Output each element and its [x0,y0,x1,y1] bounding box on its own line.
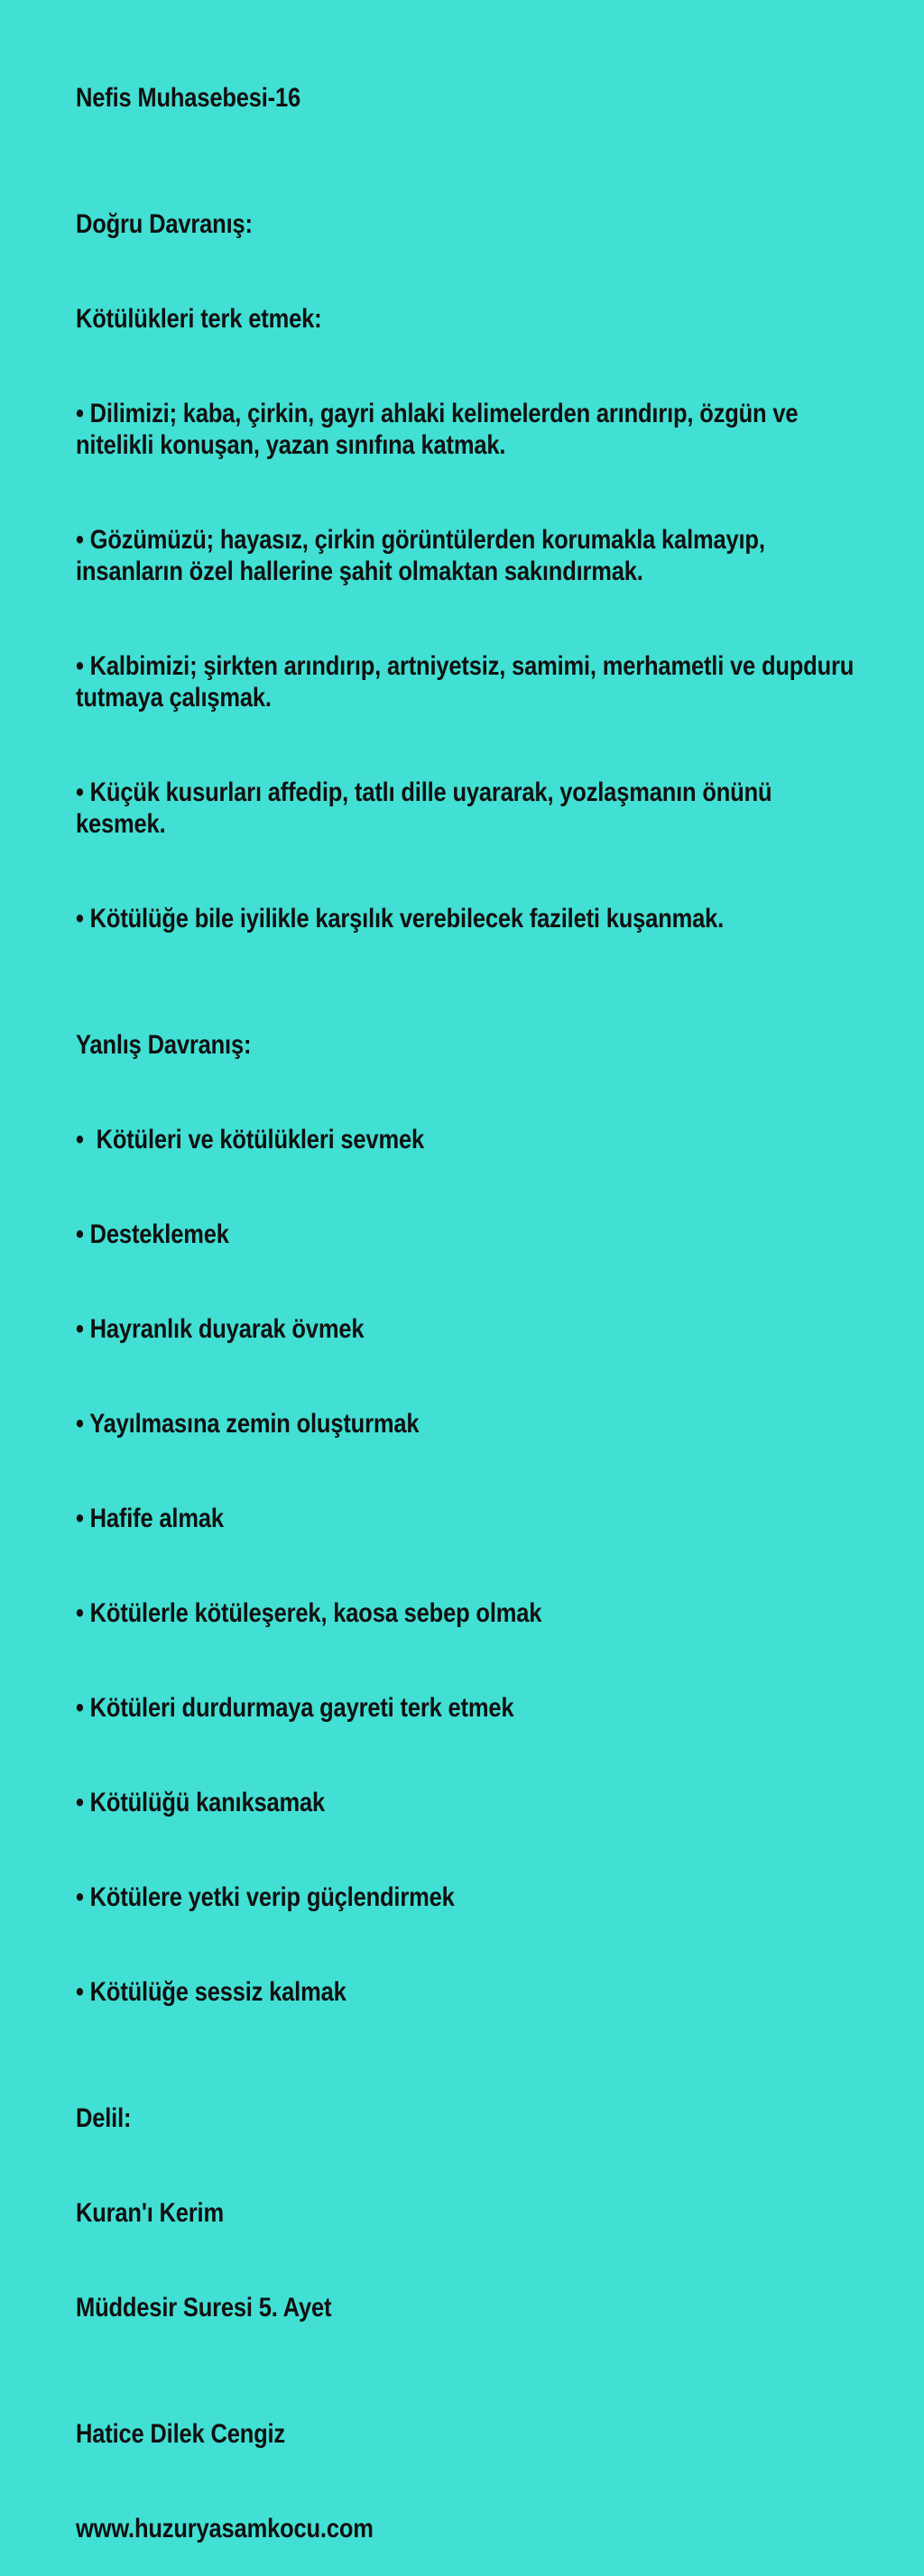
right-behavior-item: • Gözümüzü; hayasız, çirkin görüntülerden korumakla kalmayıp, insanların özel hallerine şahit olmaktan sakındırmak. [76,525,772,586]
evidence-heading: Delil: [76,2103,132,2133]
author-name: Hatice Dilek Cengiz [76,2419,286,2449]
right-behavior-item: • Kalbimizi; şirkten arındırıp, artniyetsiz, samimi, merhametli ve dupduru tutmaya çalışmak. [76,651,861,713]
website-url: www.huzuryasamkocu.com [76,2514,374,2544]
wrong-behavior-item: • Kötülerle kötüleşerek, kaosa sebep olmak [76,1598,542,1628]
wrong-behavior-item: • Kötüleri ve kötülükleri sevmek [76,1125,424,1155]
evidence-source: Kuran'ı Kerim [76,2198,224,2228]
wrong-behavior-item: • Kötülüğe sessiz kalmak [76,1977,346,2007]
wrong-behavior-item: • Yayılmasına zemin oluşturmak [76,1409,420,1439]
wrong-behavior-item: • Kötülere yetki verip güçlendirmek [76,1882,455,1912]
evidence-verse: Müddesir Suresi 5. Ayet [76,2293,332,2323]
wrong-behavior-item: • Hafife almak [76,1504,224,1533]
right-behavior-item: • Kötülüğe bile iyilikle karşılık verebilecek fazileti kuşanmak. [76,904,725,934]
wrong-behavior-item: • Kötüleri durdurmaya gayreti terk etmek [76,1693,514,1723]
wrong-behavior-item: • Hayranlık duyarak övmek [76,1314,365,1344]
poster-title: Nefis Muhasebesi-16 [76,83,301,113]
wrong-behavior-item: • Desteklemek [76,1219,229,1249]
wrong-behavior-item: • Kötülüğü kanıksamak [76,1788,326,1817]
right-behavior-heading: Doğru Davranış: [76,209,253,239]
right-behavior-item: • Dilimizi; kaba, çirkin, gayri ahlaki kelimelerden arındırıp, özgün ve nitelikli konuşan, yazan sınıfına katmak. [76,399,805,460]
right-behavior-item: • Küçük kusurları affedip, tatlı dille uyararak, yozlaşmanın önünü kesmek. [76,777,779,839]
wrong-behavior-heading: Yanlış Davranış: [76,1030,252,1060]
right-behavior-subheading: Kötülükleri terk etmek: [76,304,322,334]
quote-poster [76,19,861,2576]
